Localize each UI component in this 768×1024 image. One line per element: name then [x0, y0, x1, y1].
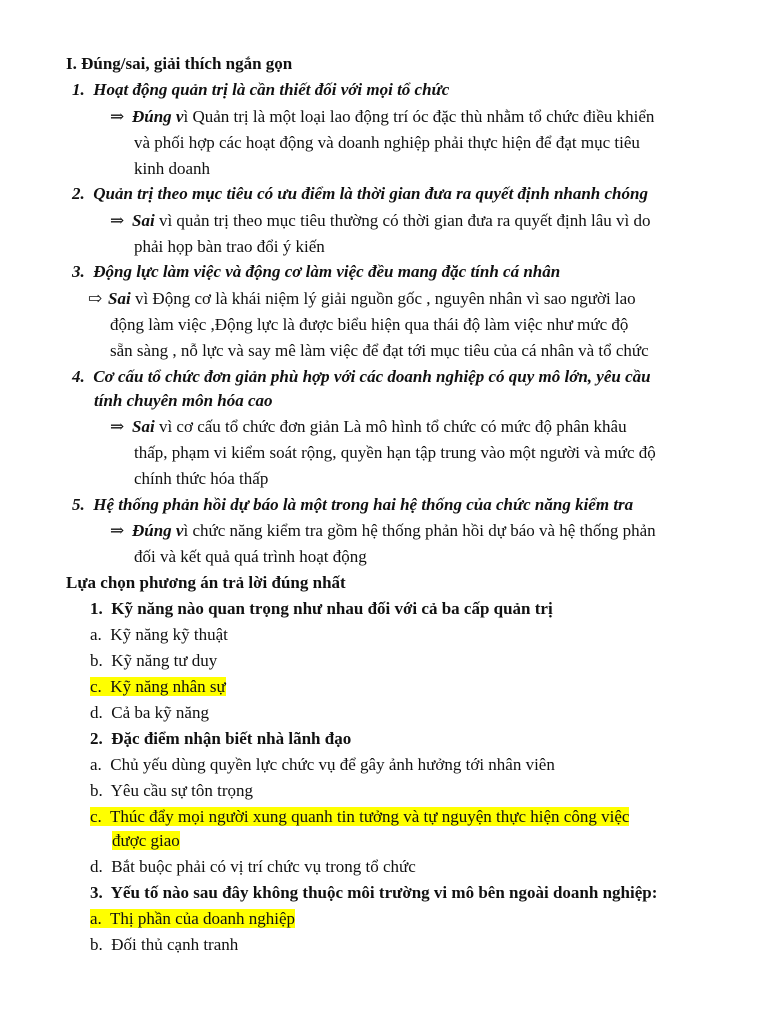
highlighted-answer: c. Kỹ năng nhân sự: [90, 677, 226, 696]
arrow-right-icon: ⇒: [110, 211, 125, 230]
tf-question-number: 1.: [72, 80, 85, 99]
mc-question-text: Đặc điểm nhận biết nhà lãnh đạo: [111, 729, 352, 748]
tf-question-number: 3.: [72, 262, 85, 281]
mc-question-3: [90, 882, 657, 904]
tf-answer-1-line-2: và phối hợp các hoạt động và doanh nghiệp phải thực hiện để đạt mục tiêu: [134, 133, 640, 152]
tf-answer-4-line-1: ⇒ Sai vì cơ cấu tổ chức đơn giản Là mô hình tổ chức có mức độ phân khâu: [110, 417, 627, 436]
tf-question-number: 4.: [72, 367, 85, 386]
mc-question-2: [90, 728, 351, 750]
tf-question-text: Hoạt động quản trị là cần thiết đối với mọi tổ chức: [93, 80, 450, 99]
arrow-right-icon: ⇒: [110, 107, 125, 126]
mc-question-number: 1.: [90, 599, 103, 618]
tf-question-text: Cơ cấu tổ chức đơn giản phù hợp với các doanh nghiệp có quy mô lớn, yêu cầu: [93, 367, 651, 386]
tf-question-5: [72, 494, 633, 516]
tf-question-number: 2.: [72, 184, 85, 203]
tf-answer-3-line-3: sẵn sàng , nỗ lực và say mê làm việc để đạt tới mục tiêu của cá nhân và tổ chức: [110, 341, 649, 360]
mc-option: b. Kỹ năng tư duy: [90, 651, 218, 670]
mc-question-number: 2.: [90, 729, 103, 748]
highlighted-answer: c. Thúc đẩy mọi người xung quanh tin tưởng và tự nguyện thực hiện công việc: [90, 807, 630, 826]
mc-option: d. Bắt buộc phải có vị trí chức vụ trong tổ chức: [90, 857, 416, 876]
mc-question-number: 3.: [90, 883, 103, 902]
tf-question-text: Quản trị theo mục tiêu có ưu điểm là thời gian đưa ra quyết định nhanh chóng: [93, 184, 648, 203]
verdict-label: Sai: [132, 211, 155, 230]
mc-option-correct: [90, 676, 226, 698]
tf-answer-5-line-1: ⇒ Đúng vì chức năng kiểm tra gồm hệ thống phản hồi dự báo và hệ thống phản: [110, 521, 656, 540]
verdict-label: Sai: [108, 289, 131, 308]
tf-question-1: [72, 79, 449, 101]
mc-option-correct: [90, 908, 295, 930]
verdict-label: Sai: [132, 417, 155, 436]
tf-question-3: [72, 261, 560, 283]
tf-answer-4-line-2: thấp, phạm vi kiểm soát rộng, quyền hạn tập trung vào một người và mức độ: [134, 443, 656, 462]
section-1-heading: I. Đúng/sai, giải thích ngắn gọn: [66, 54, 293, 73]
arrow-right-icon: ⇒: [110, 417, 125, 436]
tf-answer-4-line-3: chính thức hóa thấp: [134, 469, 269, 488]
mc-option-correct: [90, 806, 629, 828]
mc-option: a. Kỹ năng kỹ thuật: [90, 625, 228, 644]
mc-question-text: Kỹ năng nào quan trọng như nhau đối với cả ba cấp quản trị: [111, 599, 553, 618]
tf-answer-3-line-2: động làm việc ,Động lực là được biểu hiện qua thái độ làm việc như mức độ: [110, 315, 629, 334]
verdict-label: Đúng v: [132, 521, 184, 540]
tf-answer-5-line-2: đối và kết quả quá trình hoạt động: [134, 547, 367, 566]
arrow-right-icon: ⇒: [110, 521, 125, 540]
outline-arrow-right-icon: ⇨: [88, 289, 103, 308]
tf-question-number: 5.: [72, 495, 85, 514]
tf-answer-2-line-1: ⇒ Sai vì quản trị theo mục tiêu thường có thời gian đưa ra quyết định lâu vì do: [110, 211, 651, 230]
tf-answer-3-line-1: ⇨ Sai vì Động cơ là khái niệm lý giải nguồn gốc , nguyên nhân vì sao người lao: [88, 289, 636, 308]
section-2-heading: Lựa chọn phương án trả lời đúng nhất: [66, 573, 346, 592]
highlighted-answer: được giao: [112, 831, 180, 850]
tf-question-4: [72, 366, 651, 388]
mc-option: b. Yêu cầu sự tôn trọng: [90, 781, 253, 800]
verdict-label: Đúng v: [132, 107, 184, 126]
mc-option-correct-cont: [112, 830, 180, 852]
mc-option: a. Chủ yếu dùng quyền lực chức vụ để gây ảnh hưởng tới nhân viên: [90, 755, 555, 774]
mc-option: d. Cả ba kỹ năng: [90, 703, 209, 722]
tf-question-text: Hệ thống phản hồi dự báo là một trong hai hệ thống của chức năng kiểm tra: [93, 495, 634, 514]
mc-option: b. Đối thủ cạnh tranh: [90, 935, 239, 954]
tf-answer-1-line-3: kinh doanh: [134, 159, 211, 178]
tf-answer-1-line-1: ⇒ Đúng vì Quản trị là một loại lao động trí óc đặc thù nhằm tổ chức điều khiển: [110, 107, 655, 126]
tf-answer-2-line-2: phải họp bàn trao đổi ý kiến: [134, 237, 325, 256]
mc-question-text: Yếu tố nào sau đây không thuộc môi trường vi mô bên ngoài doanh nghiệp:: [110, 883, 658, 902]
tf-question-text: Động lực làm việc và động cơ làm việc đều mang đặc tính cá nhân: [93, 262, 561, 281]
highlighted-answer: a. Thị phần của doanh nghiệp: [90, 909, 296, 928]
mc-question-1: [90, 598, 553, 620]
tf-question-4-cont: tính chuyên môn hóa cao: [94, 391, 273, 410]
tf-question-2: [72, 183, 648, 205]
